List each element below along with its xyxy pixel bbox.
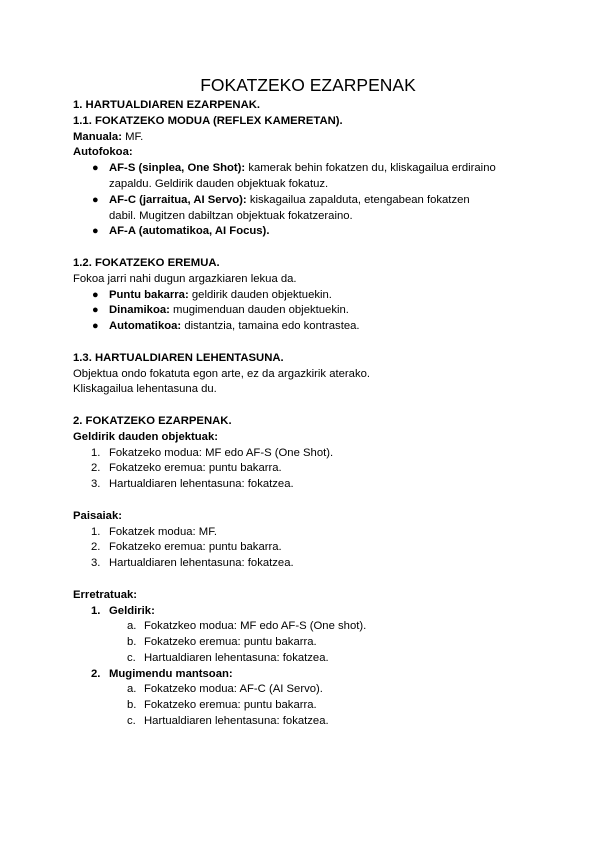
list-text: Hartualdiaren lehentasuna: fokatzea. [109,557,294,570]
landscape-label: Paisaiak: [73,509,122,522]
bullet-text: mugimenduan dauden objektuekin. [173,304,349,317]
section-2-heading: 2. FOKATZEKO EZARPENAK. [73,414,232,427]
list-letter: c. [127,651,136,664]
list-number: 3. [91,478,101,491]
bullet-bold: Dinamikoa: [109,304,170,317]
bullet-item [73,224,543,240]
bullet-icon: ● [92,320,99,333]
list-letter: c. [127,715,136,728]
bullet-continuation: dabil. Mugitzen dabiltzan objektuak fokatzeraino. [109,209,353,222]
list-item [73,540,543,556]
still-objects-label: Geldirik dauden objektuak: [73,430,219,443]
list-letter: b. [127,636,137,649]
bullet-bold: Automatikoa: [109,320,182,333]
bullet-icon: ● [92,288,99,301]
section-1-3-heading: 1.3. HARTUALDIAREN LEHENTASUNA. [73,351,284,364]
list-text: Hartualdiaren lehentasuna: fokatzea. [144,651,329,664]
manual-line [73,130,543,146]
list-item [73,525,543,541]
section-1-3-text: Kliskagailua lehentasuna du. [73,383,217,396]
bullet-item [73,319,543,335]
bullet-text: kiskagailua zapalduta, etengabean fokatzen [249,193,470,206]
bullet-item [73,288,543,304]
sub-list-item [73,682,543,698]
section-1-heading: 1. HARTUALDIAREN EZARPENAK. [73,99,261,111]
document-title: FOKATZEKO EZARPENAK [200,75,416,95]
manual-label: Manuala: [73,130,122,143]
bullet-icon: ● [92,193,99,206]
list-item [73,604,543,620]
manual-value: MF. [125,130,144,143]
sub-list-item [73,698,543,714]
section-1-1-heading: 1.1. FOKATZEKO MODUA (REFLEX KAMERETAN). [73,114,343,127]
bullet-item [73,161,543,193]
bullet-text: geldirik dauden objektuekin. [191,288,332,301]
list-text: Hartualdiaren lehentasuna: fokatzea. [109,478,294,491]
list-text: Fokatzeko eremua: puntu bakarra. [144,699,317,712]
sub-list-item [73,619,543,635]
list-item [73,667,543,683]
portrait-label: Erretratuak: [73,588,138,601]
section-1-3-text: Objektua ondo fokatuta egon arte, ez da argazkirik aterako. [73,367,371,380]
section-1-2-heading: 1.2. FOKATZEKO EREMUA. [73,256,220,269]
list-text: Fokatzeko modua: AF-C (AI Servo). [144,683,323,696]
list-item [73,461,543,477]
list-number: 1. [91,446,101,459]
list-item [73,446,543,462]
bullet-icon: ● [92,304,99,317]
bullet-text: distantzia, tamaina edo kontrastea. [184,320,360,333]
list-letter: a. [127,620,137,633]
bullet-text: kamerak behin fokatzen du, kliskagailua erdiraino [248,162,496,175]
bullet-icon: ● [92,162,99,175]
sub-list-item [73,651,543,667]
list-text: Fokatzeko eremua: puntu bakarra. [109,462,282,475]
list-letter: b. [127,699,137,712]
bullet-bold: AF-C (jarraitua, AI Servo): [109,193,247,206]
bullet-bold: Puntu bakarra: [109,288,189,301]
list-text: Fokatzkeo modua: MF edo AF-S (One shot). [144,620,367,633]
list-number: 3. [91,557,101,570]
list-number: 1. [91,604,101,617]
document-content [73,74,543,730]
list-item [73,556,543,572]
list-number: 1. [91,525,101,538]
list-number: 2. [91,667,101,680]
list-number: 2. [91,462,101,475]
section-1-2-text: Fokoa jarri nahi dugun argazkiaren lekua da. [73,272,297,285]
list-text: Hartualdiaren lehentasuna: fokatzea. [144,715,329,728]
list-text: Fokatzeko eremua: puntu bakarra. [144,636,317,649]
autofocus-label: Autofokoa: [73,146,133,159]
bullet-bold: AF-S (sinplea, One Shot): [109,162,246,175]
sub-list-item [73,635,543,651]
list-letter: a. [127,683,137,696]
sub-list-item [73,714,543,730]
list-number: 2. [91,541,101,554]
list-text: Fokatzeko modua: MF edo AF-S (One Shot). [109,446,334,459]
bullet-item [73,193,543,225]
list-text: Mugimendu mantsoan: [109,667,233,680]
bullet-icon: ● [92,225,99,238]
bullet-item [73,303,543,319]
bullet-bold: AF-A (automatikoa, AI Focus). [109,225,270,238]
list-item [73,477,543,493]
bullet-continuation: zapaldu. Geldirik dauden objektuak fokatuz. [109,177,329,190]
list-text: Geldirik: [109,604,155,617]
list-text: Fokatzeko eremua: puntu bakarra. [109,541,282,554]
list-text: Fokatzek modua: MF. [109,525,217,538]
